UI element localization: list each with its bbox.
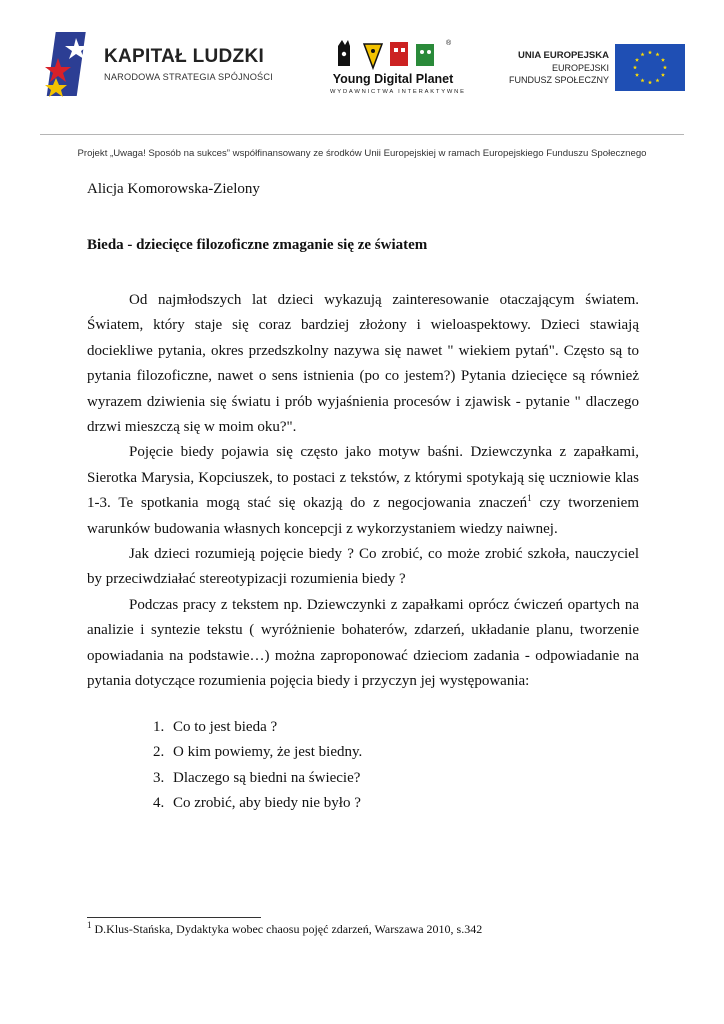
footnote-divider [87, 917, 261, 918]
kapital-ludzki-subtitle: NARODOWA STRATEGIA SPÓJNOŚCI [104, 72, 273, 82]
eu-flag-icon [615, 44, 685, 91]
paragraph-2-part-1: Pojęcie biedy pojawia się często jako motyw baśni. Dziewczynka z zapałkami, Sierotka Marysia, Kopciuszek, to postaci z tekstów, z którymi spotykają się uczniowie klas 1-3. Te spotkania mogą stać się okazją do z negocjowania znaczeń [87, 444, 639, 512]
list-item [87, 715, 639, 740]
author-name: Alicja Komorowska-Zielony [87, 181, 260, 197]
list-text: Dlaczego są biedni na świecie? [173, 769, 361, 786]
young-digital-planet-logo [330, 38, 466, 100]
kapital-ludzki-title: KAPITAŁ LUDZKI [104, 46, 265, 67]
document-title: Bieda - dziecięce filozoficzne zmaganie się ze światem [87, 237, 428, 253]
list-number: 3. [153, 769, 165, 786]
eu-line-1: UNIA EUROPEJSKA [518, 50, 609, 61]
ydp-figures-icon [330, 38, 458, 72]
ydp-title: Young Digital Planet [332, 72, 454, 86]
list-number: 2. [153, 744, 165, 761]
list-number: 4. [153, 795, 165, 812]
footnote-reference: 1 [527, 493, 532, 504]
footnote-marker: 1 [87, 920, 92, 930]
eu-line-3: FUNDUSZ SPOŁECZNY [508, 75, 609, 85]
paragraph-3: Jak dzieci rozumieją pojęcie biedy ? Co zrobić, co może zrobić szkoła, nauczyciel by przeciwdziałać stereotypizacji rozumienia biedy ? [87, 546, 639, 588]
list-item [87, 766, 639, 791]
list-number: 1. [153, 719, 165, 735]
eu-logo [505, 44, 685, 92]
registered-mark: ® [446, 40, 452, 47]
list-item [87, 740, 639, 765]
question-list [87, 715, 639, 817]
list-text: Co to jest bieda ? [173, 719, 278, 735]
paragraph-2-part-2: czy tworzeniem warunków budowania własnych koncepcji z wykorzystaniem wiedzy naiwnej. [87, 495, 640, 537]
ydp-subtitle: WYDAWNICTWA INTERAKTYWNE [330, 89, 466, 95]
paragraph-2 [87, 440, 639, 542]
list-item [87, 791, 639, 816]
project-funding-line: Projekt „Uwaga! Sposób na sukces” współfinansowany ze środków Unii Europejskiej w ramach Europejskiego Funduszu Społecznego [77, 148, 647, 159]
body-text [87, 288, 639, 695]
header-divider [40, 134, 684, 135]
footnote [87, 922, 482, 937]
kapital-ludzki-logo [42, 30, 277, 100]
list-text: O kim powiemy, że jest biedny. [173, 744, 363, 761]
eu-line-2: EUROPEJSKI [551, 63, 609, 73]
kapital-ludzki-stars-icon [42, 30, 102, 100]
paragraph-1: Od najmłodszych lat dzieci wykazują zainteresowanie otaczającym światem. Światem, który staje się coraz bardziej złożony i wieloaspektowy. Dzieci stawiają dociekliwe pytania, okres przedszkolny nazywa się nawet " wiekiem pytań". Często są to pytania filozoficzne, nawet o sens istnienia (po co jestem?) Pytania dziecięce są również wyrazem dziwienia się światu i prób wyjaśnienia procesów i zjawisk - pytanie " dlaczego drzwi mieszczą się w moim oku?". [87, 292, 639, 436]
list-text: Co zrobić, aby biedy nie było ? [173, 795, 361, 812]
footnote-text: D.Klus-Stańska, Dydaktyka wobec chaosu pojęć zdarzeń, Warszawa 2010, s.342 [91, 922, 483, 936]
paragraph-4: Podczas pracy z tekstem np. Dziewczynki z zapałkami oprócz ćwiczeń opartych na analizie i syntezie tekstu ( wyróżnienie bohaterów, zdarzeń, układanie planu, tworzenie opowiadania na podstawie…) można zaproponować dzieciom zadania - odpowiadanie na pytania dotyczące rozumienia pojęcia biedy i przyczyn jej występowania: [87, 596, 639, 690]
